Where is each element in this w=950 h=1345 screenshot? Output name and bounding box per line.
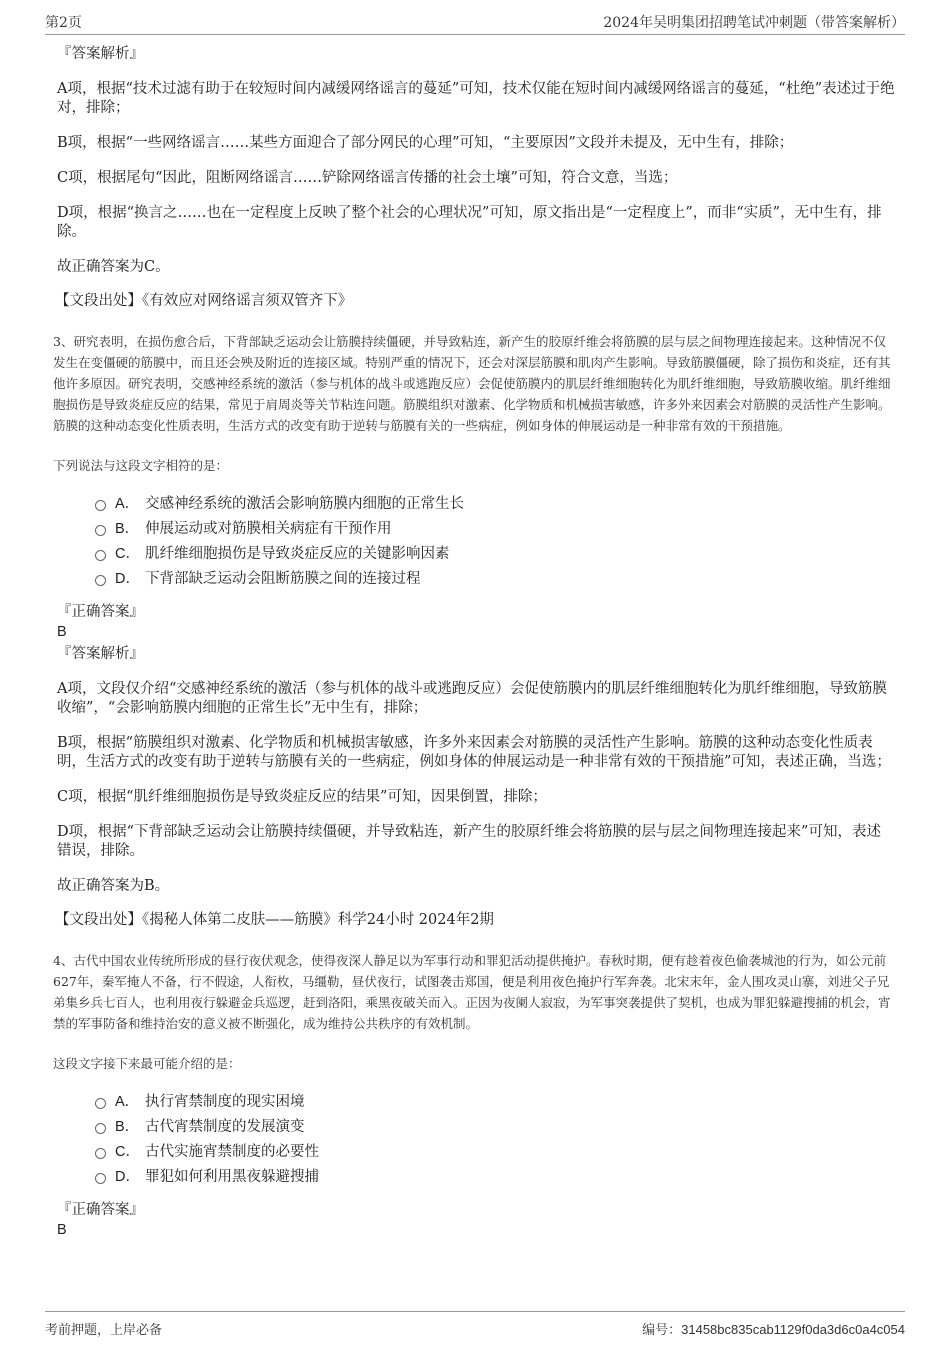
- question-4-options: [95, 1088, 895, 1188]
- question-3-prompt: 下列说法与这段文字相符的是：: [53, 458, 229, 473]
- question-3-text: 3、研究表明，在损伤愈合后，下背部缺乏运动会让筋膜持续僵硬，并导致粘连，新产生的胶原纤维会将筋膜的层与层之间物理连接起来。这种情况不仅发生在变僵硬的筋膜中，而且还会殃及附近的连接区域。特别严重的情况下，还会对深层筋膜和肌肉产生影响。导致筋膜僵硬，除了损伤和炎症，还有其他许多原因。研究表明，交感神经系统的激活（参与机体的战斗或逃跑反应）会促使筋膜内的肌层纤维细胞转化为肌纤维细胞，导致筋膜收缩。肌纤维细胞损伤是导致炎症反应的结果，常见于肩周炎等关节粘连问题。筋膜组织对激素、化学物质和机械损害敏感，许多外来因素会对筋膜的灵活性产生影响。筋膜的这种动态变化性质表明，生活方式的改变有助于逆转与筋膜有关的一些病症，例如身体的伸展运动是一种非常有效的干预措施。: [53, 334, 891, 433]
- answer-label: 『正确答案』: [57, 604, 144, 620]
- radio-icon[interactable]: [95, 575, 106, 586]
- option-b[interactable]: B． 伸展运动或对筋膜相关病症有干预作用: [95, 515, 895, 540]
- document-title: 2024年吴明集团招聘笔试冲刺题（带答案解析）: [603, 15, 905, 31]
- page-number: 第2页: [45, 15, 82, 31]
- option-d[interactable]: D． 罪犯如何利用黑夜躲避搜捕: [95, 1163, 895, 1188]
- answer-value: B: [57, 624, 67, 640]
- option-c[interactable]: C． 肌纤维细胞损伤是导致炎症反应的关键影响因素: [95, 540, 895, 565]
- footer-slogan: 考前押题，上岸必备: [45, 1323, 163, 1338]
- question-4-text: 4、古代中国农业传统所形成的昼行夜伏观念，使得夜深人静足以为军事行动和罪犯活动提供掩护。春秋时期，便有趁着夜色偷袭城池的行为，如公元前627年，秦军掩人不备，行不假途，人衔枚，马缰勒，昼伏夜行，试图袭击郑国，便是利用夜色掩护行军奔袭。北宋末年，金人围攻灵山寨，刘进父子兄弟集乡兵七百人，也利用夜行躲避金兵巡逻，赶到洛阳，乘黑夜破关而入。正因为夜阑人寂寂，为军事突袭提供了契机，也成为罪犯躲避搜捕的机会，宵禁的军事防备和维持治安的意义被不断强化，成为维持公共秩序的有效机制。: [53, 953, 891, 1031]
- document-id-value: 31458bc835cab1129f0da3d6c0a4c054: [681, 1322, 905, 1337]
- question-3-options: [95, 490, 895, 590]
- option-a[interactable]: A． 交感神经系统的激活会影响筋膜内细胞的正常生长: [95, 490, 895, 515]
- analysis-paragraph: B项，根据“一些网络谣言……某些方面迎合了部分网民的心理”可知，“主要原因”文段并未提及，无中生有，排除；: [57, 135, 794, 151]
- option-b[interactable]: B． 古代宵禁制度的发展演变: [95, 1113, 895, 1138]
- radio-icon[interactable]: [95, 1148, 106, 1159]
- analysis-paragraph: C项，根据尾句“因此，阻断网络谣言……铲除网络谣言传播的社会土壤”可知，符合文意，当选；: [57, 170, 678, 186]
- radio-icon[interactable]: [95, 550, 106, 561]
- conclusion: 故正确答案为B。: [57, 878, 170, 894]
- option-d[interactable]: D． 下背部缺乏运动会阻断筋膜之间的连接过程: [95, 565, 895, 590]
- analysis-paragraph: D项，根据“下背部缺乏运动会让筋膜持续僵硬，并导致粘连，新产生的胶原纤维会将筋膜的层与层之间物理连接起来”可知，表述错误，排除。: [57, 824, 881, 859]
- main-content: [53, 44, 895, 1242]
- conclusion: 故正确答案为C。: [57, 259, 170, 275]
- answer-value: B: [57, 1222, 67, 1238]
- radio-icon[interactable]: [95, 525, 106, 536]
- analysis-paragraph: A项，根据“技术过滤有助于在较短时间内减缓网络谣言的蔓延”可知，技术仅能在短时间内减缓网络谣言的蔓延，“杜绝”表述过于绝对，排除；: [57, 81, 895, 116]
- analysis-paragraph: A项，文段仅介绍“交感神经系统的激活（参与机体的战斗或逃跑反应）会促使筋膜内的肌层纤维细胞转化为肌纤维细胞，导致筋膜收缩”，“会影响筋膜内细胞的正常生长”无中生有，排除；: [57, 681, 887, 716]
- radio-icon[interactable]: [95, 1173, 106, 1184]
- radio-icon[interactable]: [95, 1098, 106, 1109]
- answer-label: 『正确答案』: [57, 1202, 144, 1218]
- analysis-label: 『答案解析』: [57, 646, 144, 662]
- option-a[interactable]: A． 执行宵禁制度的现实困境: [95, 1088, 895, 1113]
- page-footer: [45, 1311, 905, 1338]
- option-c[interactable]: C． 古代实施宵禁制度的必要性: [95, 1138, 895, 1163]
- document-id: [642, 1319, 905, 1338]
- source-citation: 【文段出处】《有效应对网络谣言须双管齐下》: [55, 293, 353, 309]
- analysis-label: 『答案解析』: [57, 46, 144, 62]
- page-header: [45, 12, 905, 35]
- analysis-paragraph: D项，根据“换言之……也在一定程度上反映了整个社会的心理状况”可知，原文指出是“一定程度上”，而非“实质”，无中生有，排除。: [57, 205, 882, 240]
- radio-icon[interactable]: [95, 500, 106, 511]
- radio-icon[interactable]: [95, 1123, 106, 1134]
- analysis-paragraph: B项，根据“筋膜组织对激素、化学物质和机械损害敏感，许多外来因素会对筋膜的灵活性产生影响。筋膜的这种动态变化性质表明，生活方式的改变有助于逆转与筋膜有关的一些病症，例如身体的伸展运动是一种非常有效的干预措施”可知，表述正确，当选；: [57, 735, 891, 770]
- document-id-label: 编号：: [642, 1323, 682, 1338]
- analysis-paragraph: C项，根据“肌纤维细胞损伤是导致炎症反应的结果”可知，因果倒置，排除；: [57, 789, 547, 805]
- question-4-prompt: 这段文字接下来最可能介绍的是：: [53, 1056, 241, 1071]
- source-citation: 【文段出处】《揭秘人体第二皮肤——筋膜》科学24小时 2024年2期: [55, 912, 494, 928]
